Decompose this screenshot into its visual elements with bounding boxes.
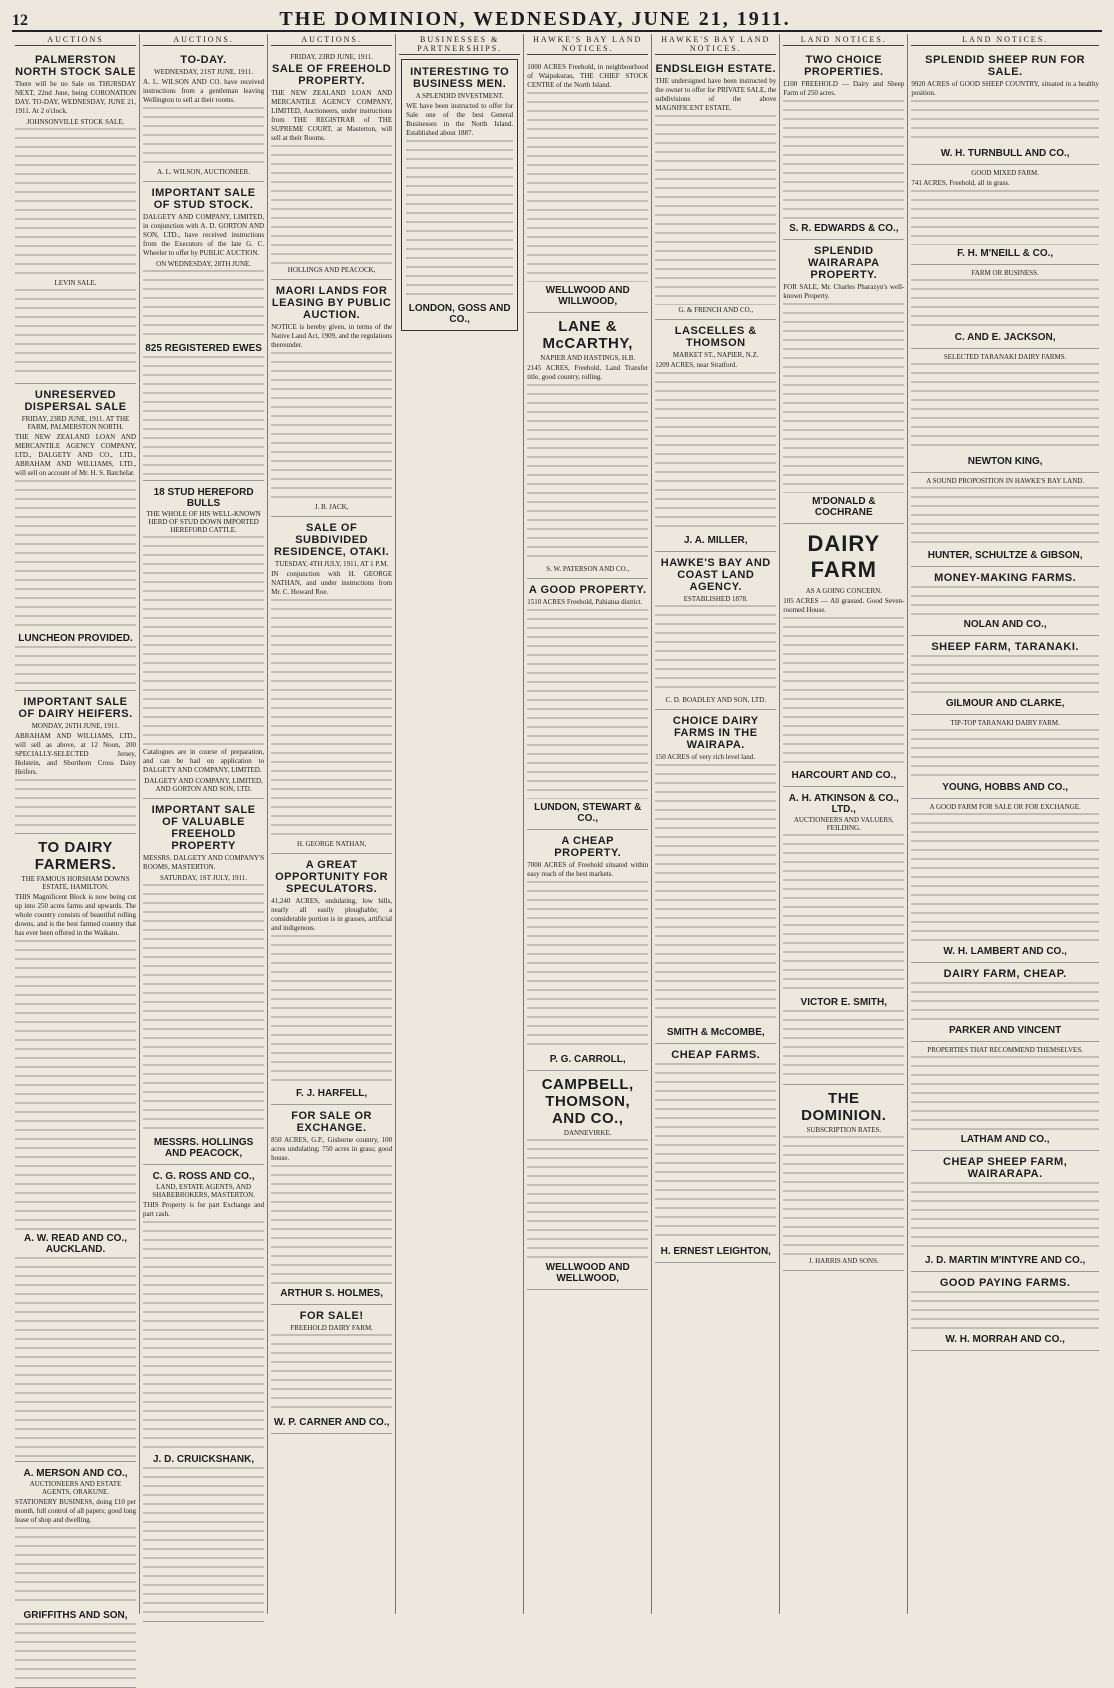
column-3 <box>268 34 396 1614</box>
text-lines <box>655 764 776 1024</box>
ad-agent: H. GEORGE NATHAN, <box>297 840 367 848</box>
ad-title: CHEAP FARMS. <box>671 1049 761 1061</box>
ad-body: FOR SALE, Mr. Charles Pharazyn's well-known Property. <box>783 283 905 300</box>
ad-agent: S. R. EDWARDS & CO., <box>789 223 899 234</box>
ad-title: CHEAP SHEEP FARM, WAIRARAPA. <box>943 1156 1068 1180</box>
ad-block <box>143 481 264 799</box>
column-header: AUCTIONS. <box>271 34 392 46</box>
text-lines <box>911 363 1099 453</box>
ad-agent: HARCOURT AND CO., <box>791 770 897 781</box>
ad-agent: W. H. MORRAH AND CO., <box>945 1334 1065 1345</box>
column-header: AUCTIONS <box>15 34 136 46</box>
ad-block <box>527 1071 648 1290</box>
ad-agent: J. D. CRUICKSHANK, <box>153 1454 255 1465</box>
text-lines <box>911 1291 1099 1331</box>
ad-title: A. H. ATKINSON & CO., LTD., <box>788 793 899 815</box>
text-lines <box>143 884 264 1134</box>
text-lines <box>271 1334 392 1414</box>
column-header: HAWKE'S BAY LAND NOTICES. <box>527 34 648 55</box>
ad-body: 850 ACRES, G.P., Gisborne country, 100 acres undulating; 750 acres in grass; good house. <box>271 1136 393 1162</box>
ad-agent: J. HARRIS AND SONS. <box>808 1257 879 1265</box>
ad-title: IMPORTANT SALE OF DAIRY HEIFERS. <box>18 696 133 720</box>
text-lines <box>911 487 1099 547</box>
ad-title: IMPORTANT SALE OF VALUABLE FREEHOLD PROPERTY <box>151 804 256 852</box>
ad-block <box>655 710 776 1044</box>
text-lines <box>911 279 1099 329</box>
ad-title: FOR SALE OR EXCHANGE. <box>291 1110 372 1134</box>
ad-body: 2145 ACRES, Freehold, Land Transfer title, good country, rolling. <box>527 364 649 381</box>
ad-agent: WELLWOOD AND WILLWOOD, <box>545 285 630 307</box>
text-lines <box>655 1063 776 1243</box>
ad-agent: GRIFFITHS AND SON, <box>23 1610 128 1621</box>
ad-block <box>15 49 136 384</box>
column-1 <box>12 34 140 1621</box>
ad-title: TIP-TOP TARANAKI DAIRY FARM. <box>950 719 1060 727</box>
ad-body: NOTICE is hereby given, in terms of the Native Land Act, 1909, and the regulations thereunder. <box>271 323 393 349</box>
ad-title: CHOICE DAIRY FARMS IN THE WAIRAPA. <box>672 715 759 751</box>
ad-title: 18 STUD HEREFORD BULLS <box>153 487 254 509</box>
ad-agent: G. & FRENCH AND CO., <box>678 306 754 314</box>
ad-agent: A. L. WILSON, AUCTIONEER. <box>157 168 251 176</box>
ad-title: INTERESTING TO BUSINESS MEN. <box>410 66 510 90</box>
ad-block <box>655 1044 776 1263</box>
ad-subtitle: SATURDAY, 1ST JULY, 1911. <box>160 874 248 882</box>
ad-body: £100 FREEHOLD — Dairy and Sheep Farm of 250 acres. <box>783 80 905 97</box>
ad-subtitle: DANNEVIRKE. <box>563 1129 612 1137</box>
ad-block <box>143 799 264 1165</box>
ad-body: 41,240 ACRES, undulating, low hills, nearly all easily ploughable; a considerable portion is in grasses, artificial and indigenous. <box>271 897 393 932</box>
text-lines <box>911 586 1099 616</box>
ad-title: A GOOD PROPERTY. <box>528 584 647 596</box>
text-lines <box>527 1139 648 1259</box>
ad-agent: NEWTON KING, <box>967 456 1043 467</box>
newspaper-page <box>12 8 1102 1621</box>
ad-agent: 825 REGISTERED EWES <box>145 343 262 354</box>
text-lines <box>271 145 392 265</box>
ad-block <box>911 636 1099 715</box>
ad-subtitle: TUESDAY, 4TH JULY, 1911, AT 1 P.M. <box>274 560 389 568</box>
column-8 <box>908 34 1102 1614</box>
ad-title: THE DOMINION. <box>801 1090 887 1124</box>
ad-block <box>143 1165 264 1622</box>
text-lines <box>911 1056 1099 1131</box>
ad-agent: F. J. HARFELL, <box>296 1088 368 1099</box>
ad-block <box>271 280 392 517</box>
ad-block <box>783 787 904 1085</box>
ad-title: PALMERSTON NORTH STOCK SALE <box>15 54 136 78</box>
text-lines <box>655 372 776 532</box>
column-7 <box>780 34 908 1614</box>
ad-title: PROPERTIES THAT RECOMMEND THEMSELVES. <box>927 1046 1083 1054</box>
ad-agent: LEVIN SALE. <box>54 279 97 287</box>
ad-agent: J. B. JACK, <box>314 503 349 511</box>
ad-title: MAORI LANDS FOR LEASING BY PUBLIC AUCTION. <box>271 285 392 321</box>
ad-body: 150 ACRES of very rich level land. <box>655 753 755 761</box>
text-lines <box>527 609 648 799</box>
ad-agent: W. H. TURNBULL AND CO., <box>940 148 1070 159</box>
text-lines <box>271 352 392 502</box>
ad-body: FREEHOLD DAIRY FARM. <box>290 1324 373 1332</box>
newspaper-title: THE DOMINION, WEDNESDAY, JUNE 21, 1911. <box>279 8 791 30</box>
text-lines <box>271 599 392 839</box>
ad-body: STATIONERY BUSINESS, doing £10 per month, full control of all papers; good long lease of shop and dwelling. <box>15 1498 137 1524</box>
text-lines <box>783 1010 904 1080</box>
ad-body: ABRAHAM AND WILLIAMS, LTD., will sell as above, at 12 Noon, 200 SPECIALLY-SELECTED Jersey, Holstein, and Shorthorn Cross Dairy Heifers. <box>15 732 137 776</box>
text-lines <box>15 1527 136 1607</box>
text-lines <box>143 1221 264 1451</box>
ad-block <box>655 58 776 320</box>
columns <box>12 34 1102 1621</box>
text-lines <box>911 1182 1099 1252</box>
ad-body: THIS Magnificent Block is now being cut up into 250 acres farms and upwards. The whole country consists of beautiful rolling downs, and is the best farmed country that has ever been offered in the Waikato. <box>15 893 137 937</box>
ad-body: Catalogues are in course of preparation, and can be had on application to DALGETY AND COMPANY, LIMITED. <box>143 748 265 774</box>
text-lines <box>15 779 136 829</box>
ad-block <box>911 265 1099 349</box>
ad-subtitle: AUCTIONEERS AND ESTATE AGENTS, ORAKUNE. <box>29 1480 122 1496</box>
ad-agent: M'DONALD & COCHRANE <box>812 496 876 518</box>
ad-block <box>911 165 1099 265</box>
ad-subtitle: LAND, ESTATE AGENTS, AND SHAREBROKERS, MASTERTON. <box>152 1183 255 1199</box>
text-lines <box>143 536 264 746</box>
text-lines <box>15 646 136 686</box>
ad-block <box>655 552 776 710</box>
ad-block <box>911 49 1099 165</box>
ad-block <box>271 49 392 280</box>
ad-body: THE NEW ZEALAND LOAN AND MERCANTILE AGENCY COMPANY, LIMITED, Auctioneers, under instructions from THE REGISTRAR of THE SUPREME COURT, at Masterton, will sell at their Rooms. <box>271 89 393 142</box>
ad-title: SALE OF SUBDIVIDED RESIDENCE, OTAKI. <box>273 522 390 558</box>
ad-block <box>143 182 264 481</box>
ad-title: GOOD PAYING FARMS. <box>939 1277 1071 1289</box>
ad-block <box>911 799 1099 963</box>
ad-body: 1209 ACRES, near Stratford. <box>655 361 738 369</box>
ad-agent: PARKER AND VINCENT <box>949 1025 1062 1036</box>
text-lines <box>15 289 136 379</box>
ad-agent: LUNCHEON PROVIDED. <box>18 633 133 644</box>
ad-agent: NOLAN AND CO., <box>963 619 1047 630</box>
ad-subtitle: WEDNESDAY, 21ST JUNE, 1911. <box>153 68 254 76</box>
ad-subtitle: THE WHOLE OF HIS WELL-KNOWN HERD OF STUD DOWN IMPORTED HEREFORD CATTLE. <box>146 510 261 534</box>
ad-body: MESSRS. DALGETY AND COMPANY'S ROOMS, MASTERTON. <box>143 854 265 871</box>
text-lines <box>527 881 648 1051</box>
text-lines <box>15 1257 136 1457</box>
ad-body: 1510 ACRES Freehold, Pahiatua district. <box>527 598 643 606</box>
ad-body: 105 ACRES — All grassed. Good Seven-roomed House. <box>783 597 905 614</box>
ad-title: A SOUND PROPOSITION IN HAWKE'S BAY LAND. <box>926 477 1085 485</box>
ad-title: C. G. ROSS AND CO., <box>152 1171 255 1182</box>
ad-agent: VICTOR E. SMITH, <box>800 997 888 1008</box>
ad-title: TO DAIRY FARMERS. <box>34 839 117 873</box>
text-lines <box>15 480 136 630</box>
ad-body: THE NEW ZEALAND LOAN AND MERCANTILE AGENCY COMPANY, LTD., DALGETY AND CO., LTD., ABRAHAM AND WILLIAMS, LTD., will sell on account of Mr. H. S. Batchelar. <box>15 433 137 477</box>
ad-block <box>271 1305 392 1434</box>
text-lines <box>143 107 264 167</box>
ad-subtitle: AUCTIONEERS AND VALUERS, FEILDING. <box>793 816 894 832</box>
text-lines <box>911 100 1099 145</box>
text-lines <box>143 270 264 340</box>
ad-block <box>271 1105 392 1305</box>
ad-subtitle: A SPLENDID INVESTMENT. <box>415 92 504 100</box>
ad-subtitle: FRIDAY, 23RD JUNE, 1911. <box>290 53 373 61</box>
ad-title: FOR SALE! <box>299 1310 364 1322</box>
ad-body: DALGETY AND COMPANY, LIMITED, in conjunction with A. D. GORTON AND SON, LTD., have received instructions from the Executors of the late G. C. Wheeler to offer by PUBLIC AUCTION. <box>143 213 265 257</box>
ad-block <box>783 524 904 787</box>
ad-subtitle: ESTABLISHED 1878. <box>683 595 748 603</box>
ad-title: SPLENDID SHEEP RUN FOR SALE. <box>925 54 1086 78</box>
ad-block <box>911 567 1099 636</box>
ad-agent: LONDON, GOSS AND CO., <box>408 303 511 325</box>
ad-block <box>271 517 392 854</box>
ad-agent: C. D. BOADLEY AND SON, LTD. <box>665 696 766 704</box>
ad-subtitle: AS A GOING CONCERN. <box>805 587 882 595</box>
text-lines <box>783 1136 904 1256</box>
ad-agent: C. AND E. JACKSON, <box>954 332 1056 343</box>
text-lines <box>783 303 904 493</box>
column-header: HAWKE'S BAY LAND NOTICES. <box>655 34 776 55</box>
ad-title: DAIRY FARM, CHEAP. <box>943 968 1067 980</box>
text-lines <box>271 1165 392 1285</box>
page-number: 12 <box>12 12 28 29</box>
ad-subtitle: MARKET ST., NAPIER, N.Z. <box>672 351 759 359</box>
ad-agent: W. H. LAMBERT AND CO., <box>943 946 1067 957</box>
ad-title: MONEY-MAKING FARMS. <box>934 572 1077 584</box>
ad-block <box>15 1462 136 1688</box>
ad-subtitle: JOHNSONVILLE STOCK SALE. <box>26 118 125 126</box>
ad-agent: W. P. CARNER AND CO., <box>273 1417 390 1428</box>
text-lines <box>783 100 904 220</box>
column-header: BUSINESSES & PARTNERSHIPS. <box>399 34 520 55</box>
ad-agent: HUNTER, SCHULTZE & GIBSON, <box>927 550 1083 561</box>
text-lines <box>911 190 1099 245</box>
ad-agent: F. H. M'NEILL & CO., <box>957 248 1054 259</box>
text-lines <box>911 655 1099 695</box>
ad-body: 741 ACRES, Freehold, all in grass. <box>911 179 1010 187</box>
ad-body: 9920 ACRES of GOOD SHEEP COUNTRY, situated in a healthy position. <box>911 80 1099 97</box>
ad-block <box>15 691 136 834</box>
ad-title: ENDSLEIGH ESTATE. <box>655 63 777 75</box>
ad-block <box>401 59 518 331</box>
ad-agent: HOLLINGS AND PEACOCK, <box>287 266 376 274</box>
ad-title: HAWKE'S BAY AND COAST LAND AGENCY. <box>660 557 771 593</box>
text-lines <box>15 940 136 1230</box>
ad-block <box>911 1151 1099 1272</box>
ad-body: IN conjunction with H. GEORGE NATHAN, and under instructions from Mr. C. Howard Roe. <box>271 570 393 596</box>
ad-body: WE have been instructed to offer for Sale one of the best General Businesses in the North Island. Established about 1887. <box>406 102 514 137</box>
ad-agent: S. W. PATERSON AND CO., <box>546 565 630 573</box>
text-lines <box>406 140 513 300</box>
text-lines <box>527 92 648 282</box>
text-lines <box>143 356 264 476</box>
ad-subtitle: MONDAY, 26TH JUNE, 1911. <box>31 722 120 730</box>
ad-block <box>911 963 1099 1042</box>
ad-body: 1000 ACRES Freehold, in neighbourhood of Waipukurau, THE CHIEF STOCK CENTRE of the North Island. <box>527 63 649 89</box>
ad-agent: J. A. MILLER, <box>683 535 748 546</box>
ad-agent: SMITH & McCOMBE, <box>666 1027 765 1038</box>
ad-title: A CHEAP PROPERTY. <box>554 835 622 859</box>
text-lines <box>15 128 136 278</box>
column-header: LAND NOTICES. <box>783 34 904 46</box>
column-2 <box>140 34 268 1614</box>
ad-block <box>527 579 648 830</box>
ad-block <box>783 240 904 524</box>
ad-title: A GOOD FARM FOR SALE OR FOR EXCHANGE. <box>929 803 1081 811</box>
ad-subtitle: SUBSCRIPTION RATES. <box>806 1126 882 1134</box>
ad-block <box>911 473 1099 567</box>
ad-block <box>15 834 136 1462</box>
ad-title: UNRESERVED DISPERSAL SALE <box>24 389 127 413</box>
ad-block <box>527 830 648 1071</box>
ad-title: SALE OF FREEHOLD PROPERTY. <box>272 63 392 87</box>
ad-subtitle: ON WEDNESDAY, 28TH JUNE. <box>156 260 252 268</box>
ad-body: THE undersigned have been instructed by the owner to offer for PRIVATE SALE, the subdivisions of the above MAGNIFICENT ESTATE. <box>655 77 777 112</box>
ad-body: 7000 ACRES of Freehold situated within easy reach of the best markets. <box>527 861 649 878</box>
column-header: AUCTIONS. <box>143 34 264 46</box>
ad-subtitle: NAPIER AND HASTINGS, H.B. <box>540 354 636 362</box>
ad-block <box>783 49 904 240</box>
ad-block <box>527 313 648 579</box>
text-lines <box>783 617 904 767</box>
ad-title: A GREAT OPPORTUNITY FOR SPECULATORS. <box>275 859 389 895</box>
ad-agent: A. W. READ AND CO., AUCKLAND. <box>24 1233 127 1255</box>
ad-title: DAIRY FARM <box>807 531 881 582</box>
ad-agent: J. D. MARTIN M'INTYRE AND CO., <box>924 1255 1086 1266</box>
masthead <box>12 8 1102 32</box>
text-lines <box>655 605 776 695</box>
ad-subtitle: THE FAMOUS HORSHAM DOWNS ESTATE, HAMILTON. <box>21 875 130 891</box>
ad-block <box>15 384 136 691</box>
ad-title: LANE & McCARTHY, <box>542 318 633 352</box>
text-lines <box>271 935 392 1085</box>
ad-agent: ARTHUR S. HOLMES, <box>280 1288 383 1299</box>
ad-block <box>271 854 392 1105</box>
ad-subtitle: FRIDAY, 23RD JUNE, 1911. AT THE FARM, PALMERSTON NORTH. <box>21 415 130 431</box>
text-lines <box>911 982 1099 1022</box>
ad-agent: WELLWOOD AND WELLWOOD, <box>545 1262 630 1284</box>
column-5 <box>524 34 652 1614</box>
ad-body: A. L. WILSON AND CO. have received instructions from a gentleman leaving Wellington to sell at their rooms. <box>143 78 265 104</box>
text-lines <box>15 1623 136 1683</box>
ad-title: TO-DAY. <box>180 54 227 66</box>
ad-agent: DALGETY AND COMPANY, LIMITED, AND GORTON AND SON, LTD. <box>144 777 263 793</box>
ad-agent: LUNDON, STEWART & CO., <box>534 802 642 824</box>
ad-block <box>911 1272 1099 1351</box>
ad-agent: H. ERNEST LEIGHTON, <box>660 1246 771 1257</box>
ad-agent: P. G. CARROLL, <box>549 1054 626 1065</box>
ad-block <box>527 58 648 313</box>
text-lines <box>911 813 1099 943</box>
ad-block <box>911 1042 1099 1151</box>
ad-title: FARM OR BUSINESS. <box>971 269 1039 277</box>
ad-body: THIS Property is for part Exchange and part cash. <box>143 1201 265 1218</box>
ad-block <box>655 320 776 552</box>
text-lines <box>143 1467 264 1617</box>
ad-title: GOOD MIXED FARM. <box>971 169 1039 177</box>
text-lines <box>527 384 648 564</box>
ad-title: A. MERSON AND CO., <box>23 1468 128 1479</box>
text-lines <box>783 834 904 994</box>
text-lines <box>911 729 1099 779</box>
ad-block <box>143 49 264 182</box>
ad-agent: GILMOUR AND CLARKE, <box>945 698 1065 709</box>
ad-body: There will be no Sale on THURSDAY NEXT, 22nd June, being CORONATION DAY. TO-DAY, WEDNESDAY, JUNE 21, 1911. At 2 o'clock. <box>15 80 137 115</box>
ad-title: SHEEP FARM, TARANAKI. <box>931 641 1079 653</box>
text-lines <box>655 115 776 305</box>
ad-title: CAMPBELL, THOMSON, AND CO., <box>541 1076 634 1127</box>
ad-title: SPLENDID WAIRARAPA PROPERTY. <box>808 245 880 281</box>
column-6 <box>652 34 780 1614</box>
ad-agent: MESSRS. HOLLINGS AND PEACOCK, <box>153 1137 254 1159</box>
ad-agent: YOUNG, HOBBS AND CO., <box>942 782 1069 793</box>
ad-block <box>911 349 1099 473</box>
ad-block <box>911 715 1099 799</box>
ad-title: TWO CHOICE PROPERTIES. <box>804 54 884 78</box>
ad-title: IMPORTANT SALE OF STUD STOCK. <box>151 187 256 211</box>
ad-title: LASCELLES & THOMSON <box>674 325 757 349</box>
ad-block <box>783 1085 904 1271</box>
column-header: LAND NOTICES. <box>911 34 1099 46</box>
ad-title: SELECTED TARANAKI DAIRY FARMS. <box>943 353 1067 361</box>
ad-agent: LATHAM AND CO., <box>960 1134 1050 1145</box>
column-4 <box>396 34 524 1614</box>
